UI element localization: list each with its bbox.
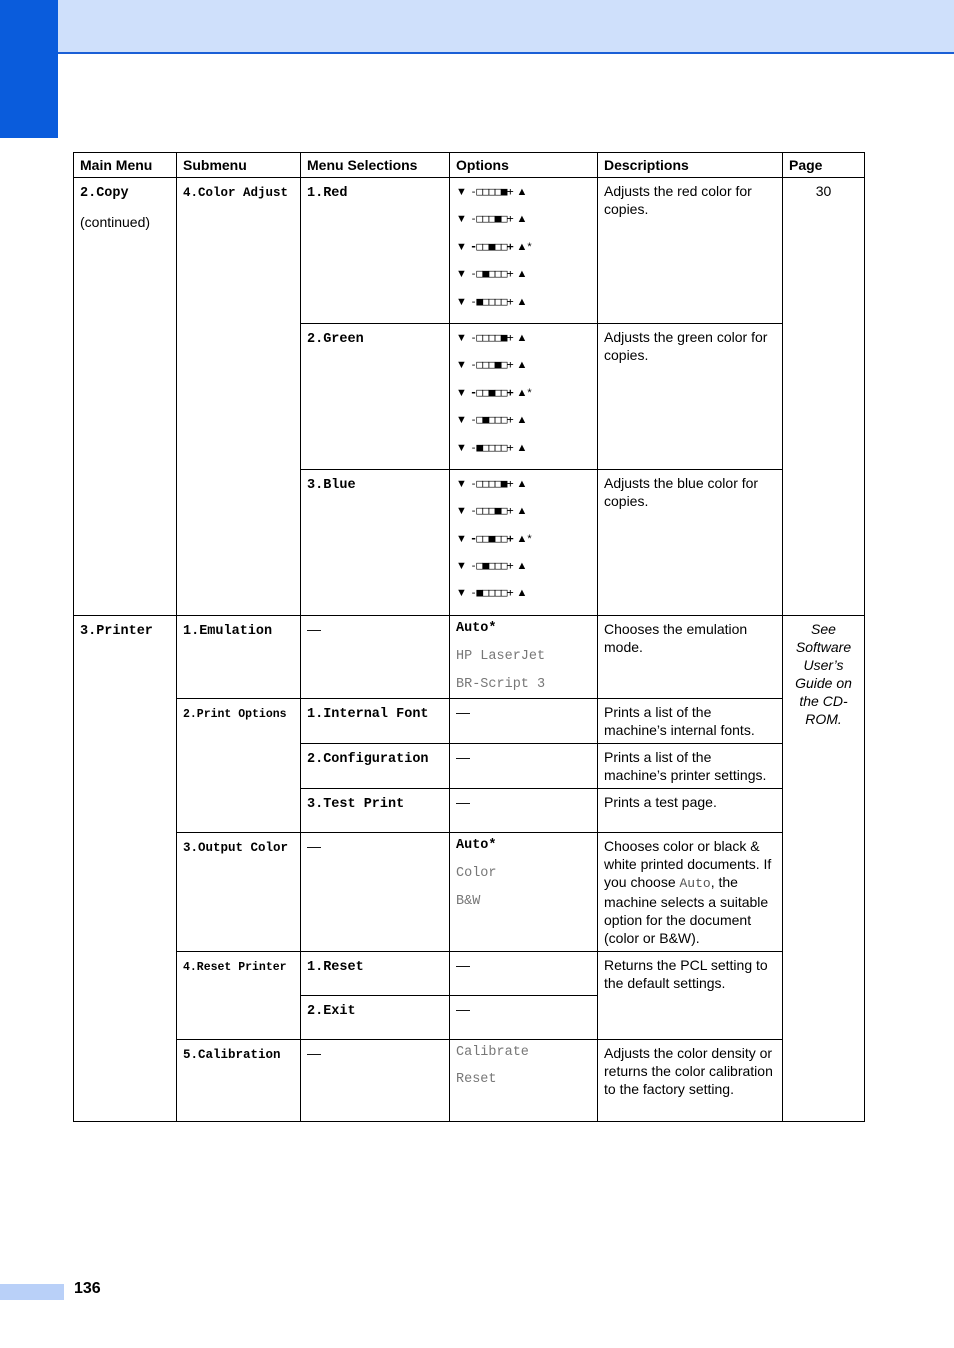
level-bar: -□□□■□+ — [470, 504, 514, 518]
header-descriptions: Descriptions — [598, 153, 783, 178]
down-arrow-icon: ▼ — [456, 441, 467, 454]
main-menu-copy — [74, 178, 177, 616]
table-header-row — [74, 153, 865, 178]
description-red: Adjusts the red color for copies. — [598, 178, 783, 324]
bar-option — [456, 529, 591, 556]
option-item: Color — [456, 865, 497, 881]
selection-blue — [301, 469, 450, 615]
header-menu-selections: Menu Selections — [301, 153, 450, 178]
main-menu-printer — [74, 615, 177, 1121]
description-text: , the machine selects a suitable option for the document (color or B&W). — [604, 873, 769, 946]
description-green: Adjusts the green color for copies. — [598, 323, 783, 469]
level-bar: -□□□□■+ — [470, 185, 514, 198]
up-arrow-icon: ▲ — [516, 560, 528, 573]
bar-option — [456, 438, 591, 465]
level-bar: -□□□■□+ — [470, 358, 514, 372]
selection-internal-font — [301, 698, 450, 743]
down-arrow-icon: ▼ — [456, 240, 467, 253]
down-arrow-icon: ▼ — [456, 414, 467, 427]
selection-dash: — — [301, 832, 450, 951]
up-arrow-icon: ▲ — [516, 359, 528, 372]
main-menu-label: 2.Copy — [80, 186, 129, 201]
up-arrow-icon: ▲ — [516, 268, 528, 281]
options-dash: — — [450, 951, 598, 995]
options-dash: — — [450, 743, 598, 788]
down-arrow-icon: ▼ — [456, 331, 467, 344]
description-emulation: Chooses the emulation mode. — [598, 615, 783, 698]
submenu-label: 2.Print Options — [183, 707, 287, 721]
down-arrow-icon: ▼ — [456, 560, 467, 573]
down-arrow-icon: ▼ — [456, 295, 467, 308]
up-arrow-icon: ▲ — [516, 295, 528, 308]
up-arrow-icon: ▲ — [516, 331, 528, 344]
table-row — [74, 178, 865, 324]
main-menu-label: 3.Printer — [80, 623, 153, 639]
bar-option — [456, 474, 591, 501]
bar-option — [456, 237, 591, 264]
up-arrow-icon: ▲ — [516, 505, 528, 518]
down-arrow-icon: ▼ — [456, 477, 467, 490]
down-arrow-icon: ▼ — [456, 186, 467, 198]
submenu-output-color — [177, 832, 301, 951]
selection-dash: — — [301, 1039, 450, 1121]
description-reset-printer: Returns the PCL setting to the default settings. — [598, 951, 783, 1039]
table-row — [74, 615, 865, 698]
bar-option — [456, 355, 591, 382]
level-bar: -□□■□□+ — [470, 239, 514, 253]
selection-red — [301, 178, 450, 324]
header-band — [58, 0, 954, 54]
table-row — [74, 698, 865, 743]
down-arrow-icon: ▼ — [456, 587, 467, 600]
submenu-label: 5.Calibration — [183, 1047, 281, 1062]
description-calibration: Adjusts the color density or returns the color calibration to the factory setting. — [598, 1039, 783, 1121]
up-arrow-icon: ▲ — [516, 441, 528, 454]
selection-label: 2.Green — [307, 331, 364, 347]
level-bar: -□□■□□+ — [470, 385, 514, 399]
option-item: HP LaserJet — [456, 648, 546, 664]
description-text: Chooses color or black & white printed documents. If you choose — [604, 837, 772, 890]
down-arrow-icon: ▼ — [456, 505, 467, 518]
selection-reset — [301, 951, 450, 995]
description-internal-font: Prints a list of the machine’s internal fonts. — [598, 698, 783, 743]
up-arrow-icon: ▲ — [516, 587, 528, 600]
selection-configuration — [301, 743, 450, 788]
selection-exit — [301, 995, 450, 1039]
description-code: Auto — [679, 875, 711, 891]
level-bar: -□□□□■+ — [470, 476, 514, 490]
header-page: Page — [783, 153, 865, 178]
level-bar: -□□■□□+ — [470, 531, 514, 545]
table-row — [74, 951, 865, 995]
description-configuration: Prints a list of the machine’s printer settings. — [598, 743, 783, 788]
level-bar: -■□□□□+ — [470, 586, 514, 600]
selection-test-print — [301, 788, 450, 832]
continued-label: (continued) — [80, 214, 151, 230]
option-item: BR-Script 3 — [456, 676, 546, 692]
level-bar: -□■□□□+ — [470, 559, 514, 573]
bar-option — [456, 182, 591, 209]
page-number: 136 — [74, 1280, 101, 1297]
selection-dash: — — [301, 615, 450, 698]
header-options: Options — [450, 153, 598, 178]
up-arrow-icon: ▲* — [516, 532, 532, 545]
submenu-emulation — [177, 615, 301, 698]
chapter-tab — [0, 0, 58, 138]
option-item: Reset — [456, 1071, 497, 1087]
options-dash: — — [450, 698, 598, 743]
selection-label: 2.Exit — [307, 1003, 356, 1019]
bar-option — [456, 501, 591, 528]
options-green — [450, 323, 598, 469]
header-submenu: Submenu — [177, 153, 301, 178]
table-row — [74, 1039, 865, 1121]
submenu-label: 3.Output Color — [183, 840, 289, 855]
level-bar: -□□□□■+ — [470, 330, 514, 344]
options-calibration — [450, 1039, 598, 1121]
description-output-color — [598, 832, 783, 951]
up-arrow-icon: ▲* — [516, 386, 532, 399]
menu-table — [73, 152, 865, 1122]
description-blue: Adjusts the blue color for copies. — [598, 469, 783, 615]
option-default: Auto* — [456, 837, 497, 853]
selection-label: 2.Configuration — [307, 751, 429, 767]
submenu-label: 1.Emulation — [183, 623, 273, 639]
page-copy: 30 — [783, 178, 865, 616]
selection-label: 1.Red — [307, 186, 348, 201]
submenu-reset-printer — [177, 951, 301, 1039]
down-arrow-icon: ▼ — [456, 386, 467, 399]
selection-label: 3.Test Print — [307, 796, 405, 812]
bar-option — [456, 410, 591, 437]
bar-option — [456, 583, 591, 610]
table-row — [74, 832, 865, 951]
bar-option — [456, 328, 591, 355]
submenu-label: 4.Color Adjust — [183, 186, 289, 200]
page-reference: See Software User’s Guide on the CD-ROM. — [783, 615, 865, 1121]
options-output-color — [450, 832, 598, 951]
option-default: Auto* — [456, 620, 497, 636]
selection-label: 3.Blue — [307, 477, 356, 493]
submenu-calibration — [177, 1039, 301, 1121]
options-red — [450, 178, 598, 324]
submenu-color-adjust — [177, 178, 301, 616]
options-blue — [450, 469, 598, 615]
submenu-print-options — [177, 698, 301, 832]
options-emulation — [450, 615, 598, 698]
selection-label: 1.Internal Font — [307, 706, 429, 722]
header-main-menu: Main Menu — [74, 153, 177, 178]
up-arrow-icon: ▲ — [516, 213, 528, 226]
option-item: Calibrate — [456, 1044, 529, 1060]
level-bar: -□□□■□+ — [470, 212, 514, 226]
level-bar: -■□□□□+ — [470, 440, 514, 454]
level-bar: -■□□□□+ — [470, 294, 514, 308]
submenu-label: 4.Reset Printer — [183, 960, 287, 974]
description-test-print: Prints a test page. — [598, 788, 783, 832]
options-dash: — — [450, 788, 598, 832]
bar-option — [456, 209, 591, 236]
footer-tab — [0, 1284, 64, 1300]
options-dash: — — [450, 995, 598, 1039]
level-bar: -□■□□□+ — [470, 413, 514, 427]
up-arrow-icon: ▲ — [516, 414, 528, 427]
bar-option — [456, 292, 591, 319]
bar-option — [456, 383, 591, 410]
up-arrow-icon: ▲* — [516, 240, 532, 253]
up-arrow-icon: ▲ — [516, 186, 528, 198]
up-arrow-icon: ▲ — [516, 477, 528, 490]
selection-green — [301, 323, 450, 469]
selection-label: 1.Reset — [307, 959, 364, 975]
down-arrow-icon: ▼ — [456, 532, 467, 545]
bar-option — [456, 556, 591, 583]
down-arrow-icon: ▼ — [456, 268, 467, 281]
level-bar: -□■□□□+ — [470, 267, 514, 281]
down-arrow-icon: ▼ — [456, 213, 467, 226]
bar-option — [456, 264, 591, 291]
option-item: B&W — [456, 893, 481, 909]
down-arrow-icon: ▼ — [456, 359, 467, 372]
